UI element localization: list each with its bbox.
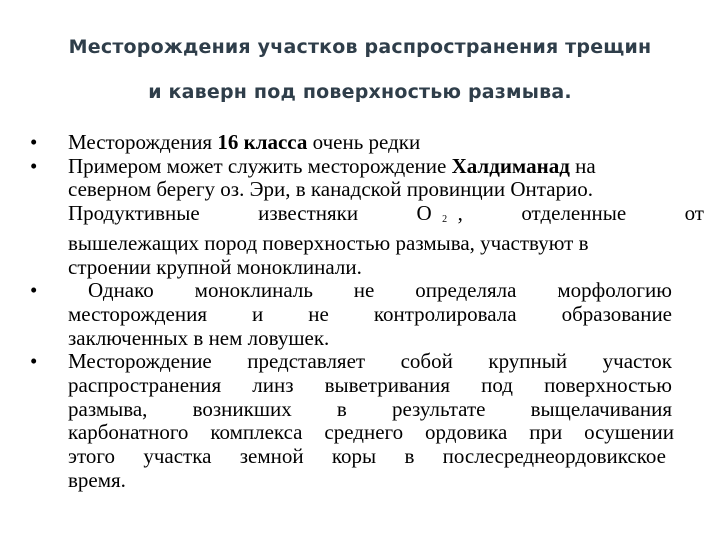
word: размыва, (68, 396, 148, 421)
word: участка (143, 444, 212, 469)
word: распространения (68, 373, 222, 398)
word: поверхностью (544, 373, 672, 398)
bullet-2-line-3 (68, 202, 704, 232)
bullet-list (30, 131, 710, 493)
word: послесреднеордовикское (442, 444, 666, 469)
word: под (481, 373, 513, 398)
word: этого (68, 444, 116, 469)
word: моноклиналь (194, 278, 313, 303)
word: представляет (247, 349, 366, 374)
bullet-item-3 (30, 279, 710, 350)
word: собой (400, 349, 453, 374)
word: Однако (88, 278, 154, 303)
bullet-3-line-3: заключенных в нем ловушек. (68, 325, 330, 350)
word: коры (331, 444, 377, 469)
word: не (353, 278, 375, 303)
bullet-3-line-2 (68, 303, 672, 327)
word: среднего (324, 420, 404, 445)
bullet-2-line-4: вышележащих пород поверхностью размыва, участвуют в (68, 230, 589, 255)
word: контролировала (373, 301, 517, 326)
word: земной (239, 444, 304, 469)
bullet-4-line-5 (68, 445, 666, 469)
word: участок (602, 349, 672, 374)
bullet-3-line-1 (68, 279, 672, 303)
bullet-dot: • (30, 278, 38, 303)
word: О (416, 201, 432, 226)
word: результате (391, 396, 486, 421)
bullet-1-text (68, 131, 710, 155)
bullet-1-pre: Месторождения (68, 130, 218, 154)
bullet-4-line-4 (68, 421, 674, 445)
word: образование (561, 301, 672, 326)
comma: , (457, 201, 463, 226)
word: отделенные (521, 201, 627, 226)
bullet-4-line-2 (68, 374, 672, 398)
bullet-item-4 (30, 350, 710, 492)
bullet-dot: • (30, 130, 38, 154)
word: возникших (192, 396, 292, 421)
bullet-4-line-6: время. (68, 467, 126, 492)
bullet-4-line-1 (68, 350, 672, 374)
word: и (252, 301, 264, 326)
bullet-item-2 (30, 155, 710, 280)
word: не (308, 301, 329, 326)
word-with-subscript (417, 202, 463, 232)
bullet-2-line-1 (68, 155, 710, 179)
bullet-item-1 (30, 131, 710, 155)
word: известняки (258, 201, 359, 226)
bullet-2-line-1-bold: Халдиманад (451, 153, 570, 178)
word: при (529, 420, 563, 445)
bullet-1-post: очень редки (307, 130, 421, 154)
word: крупный (488, 349, 568, 374)
word: от (684, 201, 704, 226)
word: месторождения (68, 301, 207, 326)
word: комплекса (210, 420, 303, 445)
bullet-2-line-1-pre: Примером может служить месторождение (68, 153, 452, 178)
bullet-4-line-3 (68, 398, 672, 422)
slide-title-line-2: и каверн под поверхностью размыва. (148, 81, 572, 103)
word: выщелачивания (530, 396, 672, 421)
word: определяла (415, 278, 517, 303)
word: ордовика (425, 420, 508, 445)
word: Месторождение (68, 349, 212, 374)
bullet-1-bold: 16 класса (217, 130, 308, 154)
bullet-2-line-5: строении крупной моноклинали. (68, 254, 362, 279)
bullet-dot: • (30, 153, 38, 178)
subscript: 2 (442, 214, 448, 226)
word: в (336, 396, 347, 421)
slide-title-line-1: Месторождения участков распространения трещин (68, 36, 652, 58)
word: линз (252, 373, 294, 398)
word: карбонатного (68, 420, 189, 445)
word: выветривания (324, 373, 451, 398)
word: морфологию (557, 278, 672, 303)
bullet-2-line-2: северном берегу оз. Эри, в канадской провинции Онтарио. (68, 177, 593, 202)
word: в (404, 444, 415, 469)
bullet-2-line-1-post: на (569, 153, 596, 178)
bullet-dot: • (30, 349, 38, 374)
word: осушении (584, 420, 674, 445)
word: Продуктивные (68, 201, 200, 226)
